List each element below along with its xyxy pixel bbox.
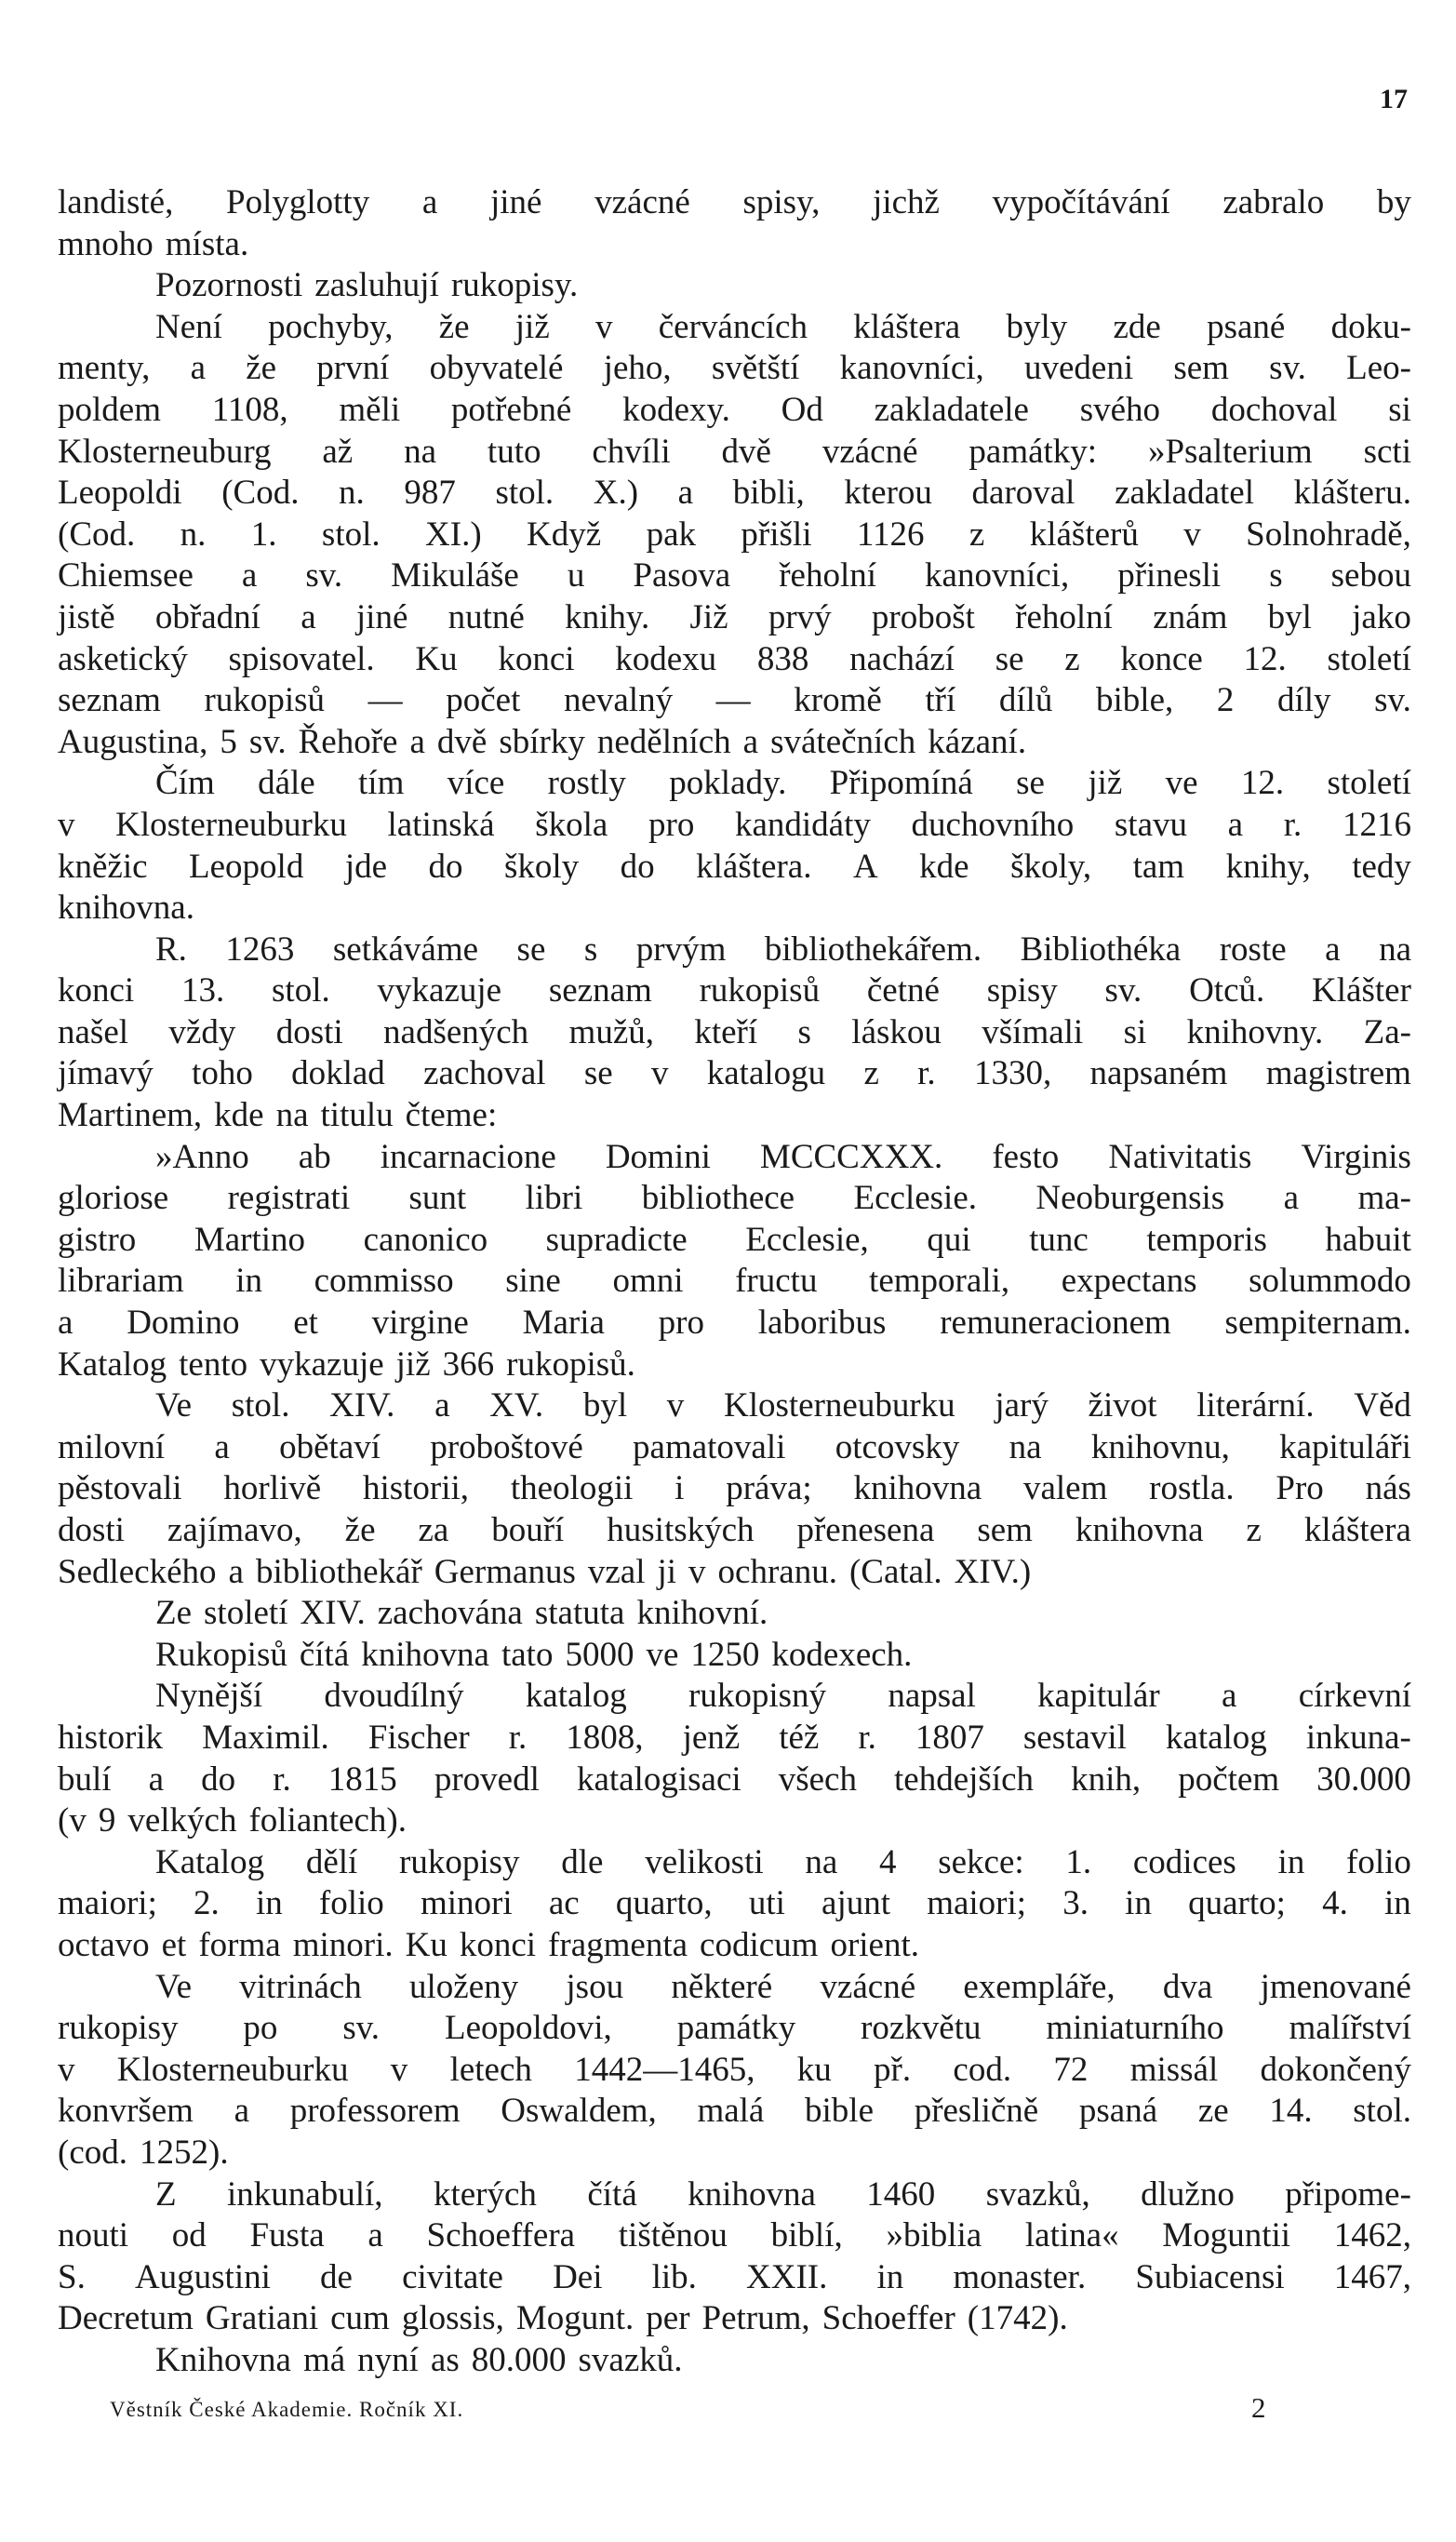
- text-line: menty, a že první obyvatelé jeho, světští kanovníci, uvedeni sem sv. Leo-: [58, 349, 1411, 388]
- text-line: Augustina, 5 sv. Řehoře a dvě sbírky nedělních a svátečních kázaní.: [58, 722, 1027, 761]
- text-line: dosti zajímavo, že za bouří husitských přenesena sem knihovna z kláštera: [58, 1511, 1411, 1549]
- text-line: Ze století XIV. zachována statuta knihovní.: [155, 1594, 768, 1633]
- text-line: pěstovali horlivě historii, theologii i práva; knihovna valem rostla. Pro nás: [58, 1469, 1411, 1508]
- text-line: seznam rukopisů — počet nevalný — kromě tří dílů bible, 2 díly sv.: [58, 681, 1411, 720]
- text-line: konci 13. stol. vykazuje seznam rukopisů četné spisy sv. Otců. Klášter: [58, 971, 1411, 1010]
- text-line: gistro Martino canonico supradicte Ecclesie, qui tunc temporis habuit: [58, 1220, 1411, 1259]
- text-line: knihovna.: [58, 889, 194, 928]
- text-line: (v 9 velkých foliantech).: [58, 1801, 407, 1840]
- text-line: R. 1263 setkáváme se s prvým bibliothekářem. Bibliothéka roste a na: [155, 930, 1411, 969]
- text-line: v Klosterneuburku v letech 1442—1465, ku př. cod. 72 missál dokončený: [58, 2050, 1411, 2089]
- text-line: »Anno ab incarnacione Domini MCCCXXX. festo Nativitatis Virginis: [155, 1137, 1411, 1176]
- text-line: Klosterneuburg až na tuto chvíli dvě vzácné památky: »Psalterium scti: [58, 432, 1411, 471]
- text-line: Z inkunabulí, kterých čítá knihovna 1460 svazků, dlužno připome-: [155, 2174, 1411, 2214]
- page-number: 17: [1380, 84, 1408, 114]
- footer-journal-title: Věstník České Akademie. Ročník XI.: [110, 2398, 464, 2421]
- text-line: v Klosterneuburku latinská škola pro kandidáty duchovního stavu a r. 1216: [58, 805, 1411, 844]
- text-line: kněžic Leopold jde do školy do kláštera. A kde školy, tam knihy, tedy: [58, 847, 1411, 886]
- text-line: Čím dále tím více rostly poklady. Připomíná se již ve 12. století: [155, 764, 1411, 803]
- text-line: (cod. 1252).: [58, 2133, 229, 2172]
- text-line: nouti od Fusta a Schoeffera tištěnou biblí, »biblia latina« Moguntii 1462,: [58, 2216, 1411, 2255]
- text-line: Knihovna má nyní as 80.000 svazků.: [155, 2340, 683, 2379]
- text-line: konvršem a professorem Oswaldem, malá bible přesličně psaná ze 14. stol.: [58, 2092, 1411, 2131]
- text-line: jistě obřadní a jiné nutné knihy. Již prvý probošt řeholní znám byl jako: [58, 597, 1411, 636]
- text-line: librariam in commisso sine omni fructu temporali, expectans solummodo: [58, 1262, 1411, 1301]
- text-line: Rukopisů čítá knihovna tato 5000 ve 1250 kodexech.: [155, 1635, 913, 1674]
- text-line: Martinem, kde na titulu čteme:: [58, 1096, 498, 1135]
- text-line: octavo et forma minori. Ku konci fragmenta codicum orient.: [58, 1925, 919, 1964]
- text-line: Katalog dělí rukopisy dle velikosti na 4 sekce: 1. codices in folio: [155, 1842, 1411, 1881]
- text-line: gloriose registrati sunt libri bibliothece Ecclesie. Neoburgensis a ma-: [58, 1179, 1411, 1218]
- text-line: Nynější dvoudílný katalog rukopisný napsal kapitulár a církevní: [155, 1677, 1411, 1716]
- text-line: Sedleckého a bibliothekář Germanus vzal ji v ochranu. (Catal. XIV.): [58, 1552, 1032, 1591]
- text-line: jímavý toho doklad zachoval se v katalogu z r. 1330, napsaném magistrem: [58, 1054, 1411, 1093]
- text-line: našel vždy dosti nadšených mužů, kteří s láskou všímali si knihovny. Za-: [58, 1012, 1411, 1051]
- text-line: milovní a obětaví proboštové pamatovali otcovsky na knihovnu, kapituláři: [58, 1427, 1411, 1466]
- text-line: rukopisy po sv. Leopoldovi, památky rozkvětu miniaturního malířství: [58, 2009, 1411, 2048]
- text-line: Ve vitrinách uloženy jsou některé vzácné exempláře, dva jmenované: [155, 1967, 1411, 2006]
- text-line: a Domino et virgine Maria pro laboribus remuneracionem sempiternam.: [58, 1304, 1411, 1343]
- text-line: landisté, Polyglotty a jiné vzácné spisy, jichž vypočítávání zabralo by: [58, 183, 1411, 221]
- text-line: Není pochyby, že již v červáncích kláštera byly zde psané doku-: [155, 307, 1411, 346]
- text-line: Decretum Gratiani cum glossis, Mogunt. per Petrum, Schoeffer (1742).: [58, 2299, 1068, 2338]
- text-line: poldem 1108, měli potřebné kodexy. Od zakladatele svého dochoval si: [58, 390, 1411, 429]
- text-line: S. Augustini de civitate Dei lib. XXII. in monaster. Subiacensi 1467,: [58, 2257, 1411, 2296]
- text-line: (Cod. n. 1. stol. XI.) Když pak přišli 1126 z klášterů v Solnohradě,: [58, 515, 1411, 554]
- text-line: Chiemsee a sv. Mikuláše u Pasova řeholní kanovníci, přinesli s sebou: [58, 556, 1411, 595]
- text-line: bulí a do r. 1815 provedl katalogisaci všech tehdejších knih, počtem 30.000: [58, 1759, 1411, 1799]
- text-line: asketický spisovatel. Ku konci kodexu 838 nachází se z konce 12. století: [58, 639, 1411, 678]
- text-line: Leopoldi (Cod. n. 987 stol. X.) a bibli, kterou daroval zakladatel klášteru.: [58, 474, 1411, 513]
- body-text: [58, 182, 1411, 2381]
- text-line: Katalog tento vykazuje již 366 rukopisů.: [58, 1345, 635, 1384]
- text-line: historik Maximil. Fischer r. 1808, jenž též r. 1807 sestavil katalog inkuna-: [58, 1718, 1411, 1757]
- text-line: maiori; 2. in folio minori ac quarto, uti ajunt maiori; 3. in quarto; 4. in: [58, 1884, 1411, 1923]
- text-line: mnoho místa.: [58, 224, 249, 263]
- footer-signature-mark: 2: [1251, 2391, 1266, 2424]
- text-line: Pozornosti zasluhují rukopisy.: [155, 266, 579, 305]
- text-line: Ve stol. XIV. a XV. byl v Klosterneuburku jarý život literární. Věd: [155, 1386, 1411, 1425]
